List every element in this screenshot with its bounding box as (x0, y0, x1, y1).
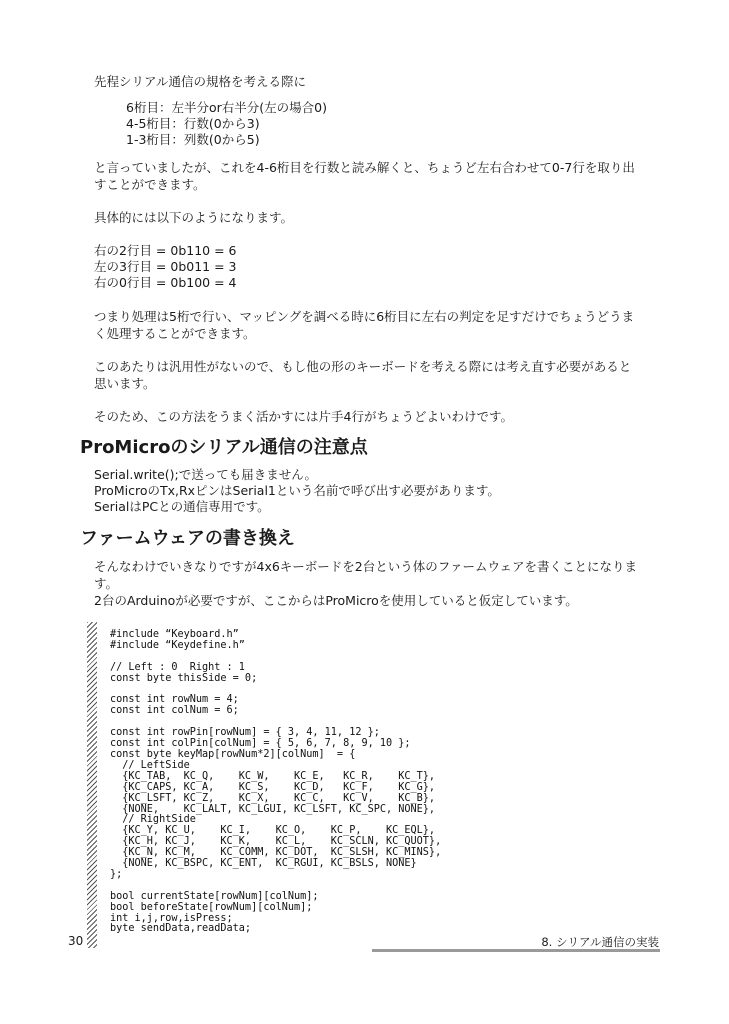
code-block-stripe (87, 622, 97, 948)
digit-list-item: 6桁目：左半分or右半分(左の場合0) (126, 100, 327, 115)
digit-list-item: 4-5桁目：行数(0から3) (126, 116, 260, 131)
row-example: 右の2行目 = 0b110 = 6 (94, 243, 237, 258)
intro-paragraph: 先程シリアル通信の規格を考える際に (94, 74, 307, 89)
body-paragraph: そんなわけでいきなりですが4x6キーボードを2台という体のファームウェアを書くことになります。 (94, 559, 638, 591)
row-example: 左の3行目 = 0b011 = 3 (94, 259, 237, 274)
chapter-title: 8. シリアル通信の実装 (541, 935, 659, 949)
body-paragraph: そのため、この方法をうまく活かすには片手4行がちょうどよいわけです。 (94, 409, 513, 424)
row-example: 右の0行目 = 0b100 = 4 (94, 275, 237, 290)
body-paragraph: つまり処理は5桁で行い、マッピングを調べる時に6桁目に左右の判定を足すだけでちょうどうまく処理することができます。 (94, 309, 635, 341)
body-paragraph: このあたりは汎用性がないので、もし他の形のキーボードを考える際には考え直す必要があると思います。 (94, 359, 632, 391)
page-number: 30 (68, 934, 84, 948)
digit-list-item: 1-3桁目：列数(0から5) (126, 132, 260, 147)
section-heading-serial: ProMicroのシリアル通信の注意点 (80, 437, 368, 458)
serial-note: Serial.write();で送っても届きません。 (94, 467, 317, 482)
body-paragraph: 2台のArduinoが必要ですが、ここからはProMicroを使用していると仮定しています。 (94, 593, 578, 608)
section-heading-firmware: ファームウェアの書き換え (80, 528, 295, 549)
serial-note: ProMicroのTx,RxピンはSerial1という名前で呼び出す必要があります。 (94, 483, 500, 498)
serial-note: SerialはPCとの通信専用です。 (94, 499, 270, 514)
footer-rule (372, 949, 660, 952)
code-block: #include “Keyboard.h” #include “Keydefine.h” // Left : 0 Right : 1 const byte thisSide = 0; const int rowNum = 4; const int colNum = 6; const int rowPin[rowNum] = { 3, 4, 11, 12 }; const int colPin[colNum] = { 5, 6, 7, 8, 9, 10 }; const byte keyMap[rowNum*2][colNum] = { // LeftSide {KC_TAB, KC_Q, KC_W, KC_E, KC_R, KC_T}, {KC_CAPS, KC_A, KC_S, KC_D, KC_F, KC_G}, {KC_LSFT, KC_Z, KC_X, KC_C, KC_V, KC_B}, {NONE, KC_LALT, KC_LGUI, KC_LSFT, KC_SPC, NONE}, // RightSide {KC_Y, KC_U, KC_I, KC_O, KC_P, KC_EQL}, {KC_H, KC_J, KC_K, KC_L, KC_SCLN, KC_QUOT}, {KC_N, KC_M, KC_COMM, KC_DOT, KC_SLSH, KC_MINS}, {NONE, KC_BSPC, KC_ENT, KC_RGUI, KC_BSLS, NONE} }; bool currentState[rowNum][colNum]; bool beforeState[rowNum][colNum]; int i,j,row,isPress; byte sendData,readData; (110, 629, 442, 935)
body-paragraph: 具体的には以下のようになります。 (94, 210, 294, 225)
body-paragraph: と言っていましたが、これを4-6桁目を行数と読み解くと、ちょうど左右合わせて0-7行を取り出すことができます。 (94, 160, 635, 192)
